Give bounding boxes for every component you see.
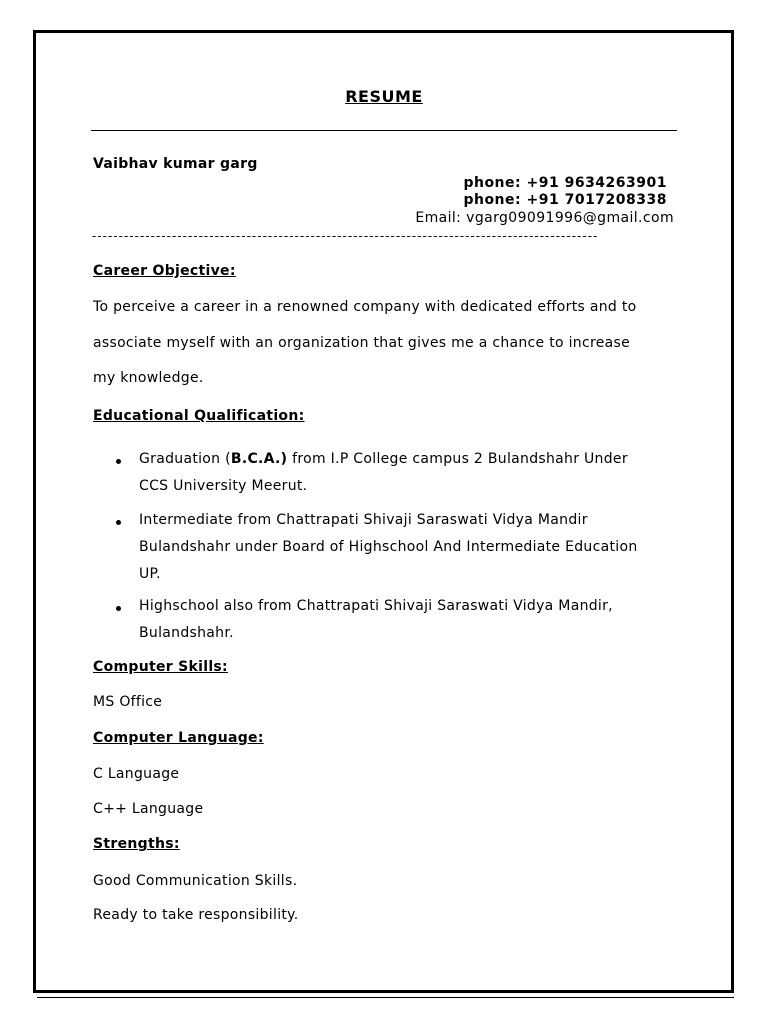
dashed-separator: ----------------------------------------------------------------------------------------------- (92, 229, 599, 243)
strength-item: Ready to take responsibility. (93, 907, 299, 923)
computer-skills-heading: Computer Skills: (93, 659, 228, 675)
education-item-line: Intermediate from Chattrapati Shivaji Saraswati Vidya Mandir (139, 512, 588, 528)
education-heading: Educational Qualification: (93, 408, 305, 424)
computer-language-heading: Computer Language: (93, 730, 264, 746)
career-objective-line: To perceive a career in a renowned company with dedicated efforts and to (93, 299, 637, 315)
email-address: Email: vgarg09091996@gmail.com (415, 210, 674, 226)
strength-item: Good Communication Skills. (93, 873, 298, 889)
phone-secondary: phone: +91 7017208338 (463, 192, 667, 208)
computer-language-item: C++ Language (93, 801, 204, 817)
resume-title: RESUME (345, 87, 423, 106)
education-item-line: Bulandshahr under Board of Highschool And Intermediate Education (139, 539, 638, 555)
bullet-icon (116, 459, 121, 464)
education-item-text: from I.P College campus 2 Bulandshahr Under (287, 451, 628, 467)
education-item-text: Graduation ( (139, 451, 231, 467)
title-rule (91, 130, 677, 131)
career-objective-line: my knowledge. (93, 370, 204, 386)
career-objective-line: associate myself with an organization that gives me a chance to increase (93, 335, 631, 351)
phone-primary: phone: +91 9634263901 (463, 175, 667, 191)
education-item-line: UP. (139, 566, 161, 582)
bullet-icon (116, 520, 121, 525)
education-item-line (139, 451, 628, 467)
computer-language-item: C Language (93, 766, 180, 782)
bullet-icon (116, 606, 121, 611)
candidate-name: Vaibhav kumar garg (93, 156, 258, 172)
education-item-line: Bulandshahr. (139, 625, 234, 641)
strengths-heading: Strengths: (93, 836, 180, 852)
education-item-line: CCS University Meerut. (139, 478, 308, 494)
education-item-line: Highschool also from Chattrapati Shivaji Saraswati Vidya Mandir, (139, 598, 613, 614)
computer-skill-item: MS Office (93, 694, 163, 710)
page-border-bottom-line (37, 997, 734, 998)
career-objective-heading: Career Objective: (93, 263, 236, 279)
degree-name: B.C.A.) (230, 451, 288, 467)
